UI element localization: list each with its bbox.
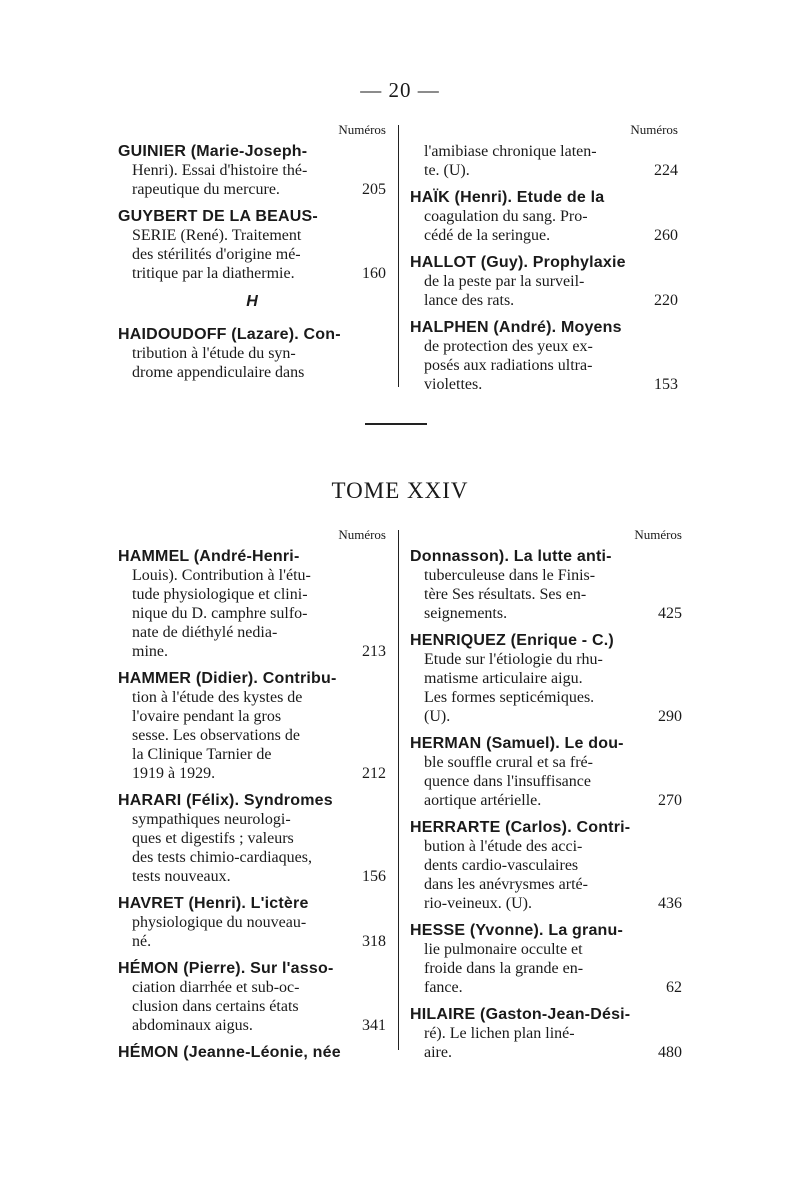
entry-text-line: des tests chimio-cardiaques, xyxy=(132,849,312,866)
index-entry xyxy=(118,894,386,951)
column-header: Numéros xyxy=(630,122,678,137)
index-entry xyxy=(410,734,682,810)
entry-heading: HÉMON (Jeanne-Léonie, née xyxy=(118,1044,341,1061)
entry-number: 205 xyxy=(362,181,386,198)
top-left-column xyxy=(118,122,386,390)
entry-number: 341 xyxy=(362,1017,386,1034)
entry-text-line: abdominaux aigus. xyxy=(132,1017,253,1034)
entry-text-line: nate de diéthylé nedia- xyxy=(132,624,278,641)
column-header: Numéros xyxy=(338,122,386,137)
index-entry xyxy=(410,631,682,726)
entry-text-line: rio-veineux. (U). xyxy=(424,895,532,912)
index-entry xyxy=(118,791,386,886)
index-entry xyxy=(410,253,678,310)
entry-text-line: drome appendiculaire dans xyxy=(132,364,305,381)
entry-number: 220 xyxy=(654,292,678,309)
column-divider xyxy=(398,125,399,387)
entry-text-line: dents cardio-vasculaires xyxy=(424,857,579,874)
entry-text-line: Henri). Essai d'histoire thé- xyxy=(132,162,308,179)
entry-heading: HENRIQUEZ (Enrique - C.) xyxy=(410,632,614,649)
entry-heading: HAMMER (Didier). Contribu- xyxy=(118,670,337,687)
entry-number: 212 xyxy=(362,765,386,782)
section-letter: H xyxy=(246,293,258,310)
entry-heading: HARARI (Félix). Syndromes xyxy=(118,792,333,809)
index-entry xyxy=(410,318,678,394)
index-entry xyxy=(118,547,386,661)
entry-heading: HALLOT (Guy). Prophylaxie xyxy=(410,254,626,271)
entry-text-line: tests nouveaux. xyxy=(132,868,231,885)
entry-text-line: physiologique du nouveau- xyxy=(132,914,307,931)
index-entry xyxy=(118,669,386,783)
entry-text-line: (U). xyxy=(424,708,451,725)
entry-number: 425 xyxy=(658,605,682,622)
column-header: Numéros xyxy=(634,527,682,542)
entry-heading: HAIDOUDOFF (Lazare). Con- xyxy=(118,326,341,343)
entry-text-line: né. xyxy=(132,933,152,950)
entry-number: 436 xyxy=(658,895,682,912)
entry-number: 318 xyxy=(362,933,386,950)
entry-text-line: la Clinique Tarnier de xyxy=(132,746,272,763)
entry-text-line: seignements. xyxy=(424,605,508,622)
entry-heading: HERRARTE (Carlos). Contri- xyxy=(410,819,631,836)
entry-number: 213 xyxy=(362,643,386,660)
entry-heading: HESSE (Yvonne). La granu- xyxy=(410,922,624,939)
tome-title: TOME XXIV xyxy=(331,478,469,503)
entry-text-line: cédé de la seringue. xyxy=(424,227,551,244)
index-entry xyxy=(410,921,682,997)
entry-number: 153 xyxy=(654,376,678,393)
entry-text-line: fance. xyxy=(424,979,463,996)
index-entry xyxy=(410,547,682,623)
entry-text-line: quence dans l'insuffisance xyxy=(424,773,591,790)
index-entry xyxy=(410,1005,682,1062)
page-number: — 20 — xyxy=(360,78,440,102)
entry-number: 480 xyxy=(658,1044,682,1061)
entry-number: 156 xyxy=(362,868,386,885)
entry-text-line: matisme articulaire aigu. xyxy=(424,670,583,687)
index-entry xyxy=(410,818,682,913)
entry-text-line: sympathiques neurologi- xyxy=(132,811,291,828)
index-entry xyxy=(118,1043,386,1062)
bottom-right-column xyxy=(410,527,682,1070)
entry-heading: HAÏK (Henri). Etude de la xyxy=(410,189,605,206)
entry-heading: Donnasson). La lutte anti- xyxy=(410,548,612,565)
entry-heading: HERMAN (Samuel). Le dou- xyxy=(410,735,624,752)
entry-heading: HALPHEN (André). Moyens xyxy=(410,319,622,336)
index-entry xyxy=(410,142,678,180)
entry-number: 270 xyxy=(658,792,682,809)
entry-text-line: tuberculeuse dans le Finis- xyxy=(424,567,596,584)
bottom-left-column xyxy=(118,527,386,1070)
entry-text-line: de la peste par la surveil- xyxy=(424,273,585,290)
entry-text-line: violettes. xyxy=(424,376,483,393)
entry-text-line: bution à l'étude des acci- xyxy=(424,838,583,855)
entry-text-line: ré). Le lichen plan liné- xyxy=(424,1025,575,1042)
entry-text-line: 1919 à 1929. xyxy=(132,765,216,782)
entry-text-line: clusion dans certains états xyxy=(132,998,299,1015)
index-entry xyxy=(118,325,386,382)
entry-number: 260 xyxy=(654,227,678,244)
entry-text-line: aire. xyxy=(424,1044,452,1061)
entry-text-line: nique du D. camphre sulfo- xyxy=(132,605,308,622)
column-divider xyxy=(398,530,399,1050)
entry-text-line: tude physiologique et clini- xyxy=(132,586,308,603)
index-entry xyxy=(118,142,386,199)
top-right-column xyxy=(410,122,678,402)
index-entry xyxy=(118,207,386,283)
entry-text-line: des stérilités d'origine mé- xyxy=(132,246,301,263)
entry-number: 224 xyxy=(654,162,678,179)
entry-text-line: ciation diarrhée et sub-oc- xyxy=(132,979,300,996)
entry-text-line: posés aux radiations ultra- xyxy=(424,357,593,374)
entry-text-line: mine. xyxy=(132,643,168,660)
entry-number: 290 xyxy=(658,708,682,725)
entry-heading: HILAIRE (Gaston-Jean-Dési- xyxy=(410,1006,631,1023)
section-divider xyxy=(365,423,427,425)
entry-text-line: dans les anévrysmes arté- xyxy=(424,876,588,893)
entry-text-line: coagulation du sang. Pro- xyxy=(424,208,588,225)
entry-text-line: te. (U). xyxy=(424,162,470,179)
entry-text-line: lie pulmonaire occulte et xyxy=(424,941,583,958)
entry-text-line: Louis). Contribution à l'étu- xyxy=(132,567,311,584)
entry-text-line: de protection des yeux ex- xyxy=(424,338,593,355)
entry-heading: GUYBERT DE LA BEAUS- xyxy=(118,208,318,225)
entry-text-line: froide dans la grande en- xyxy=(424,960,584,977)
index-entry xyxy=(118,959,386,1035)
entry-text-line: l'amibiase chronique laten- xyxy=(424,143,597,160)
entry-text-line: Etude sur l'étiologie du rhu- xyxy=(424,651,603,668)
entry-text-line: tion à l'étude des kystes de xyxy=(132,689,303,706)
entry-text-line: aortique artérielle. xyxy=(424,792,542,809)
entry-text-line: tritique par la diathermie. xyxy=(132,265,295,282)
entry-text-line: tribution à l'étude du syn- xyxy=(132,345,296,362)
entry-text-line: Les formes septicémiques. xyxy=(424,689,595,706)
entry-text-line: tère Ses résultats. Ses en- xyxy=(424,586,587,603)
entry-heading: HAMMEL (André-Henri- xyxy=(118,548,300,565)
entry-text-line: ques et digestifs ; valeurs xyxy=(132,830,294,847)
entry-number: 62 xyxy=(666,979,682,996)
entry-heading: HÉMON (Pierre). Sur l'asso- xyxy=(118,960,334,977)
entry-number: 160 xyxy=(362,265,386,282)
entry-text-line: lance des rats. xyxy=(424,292,515,309)
column-header: Numéros xyxy=(338,527,386,542)
entry-heading: HAVRET (Henri). L'ictère xyxy=(118,895,309,912)
entry-heading: GUINIER (Marie-Joseph- xyxy=(118,143,308,160)
entry-text-line: l'ovaire pendant la gros xyxy=(132,708,282,725)
entry-text-line: ble souffle crural et sa fré- xyxy=(424,754,593,771)
entry-text-line: SERIE (René). Traitement xyxy=(132,227,302,244)
entry-text-line: sesse. Les observations de xyxy=(132,727,300,744)
index-entry xyxy=(410,188,678,245)
entry-text-line: rapeutique du mercure. xyxy=(132,181,280,198)
